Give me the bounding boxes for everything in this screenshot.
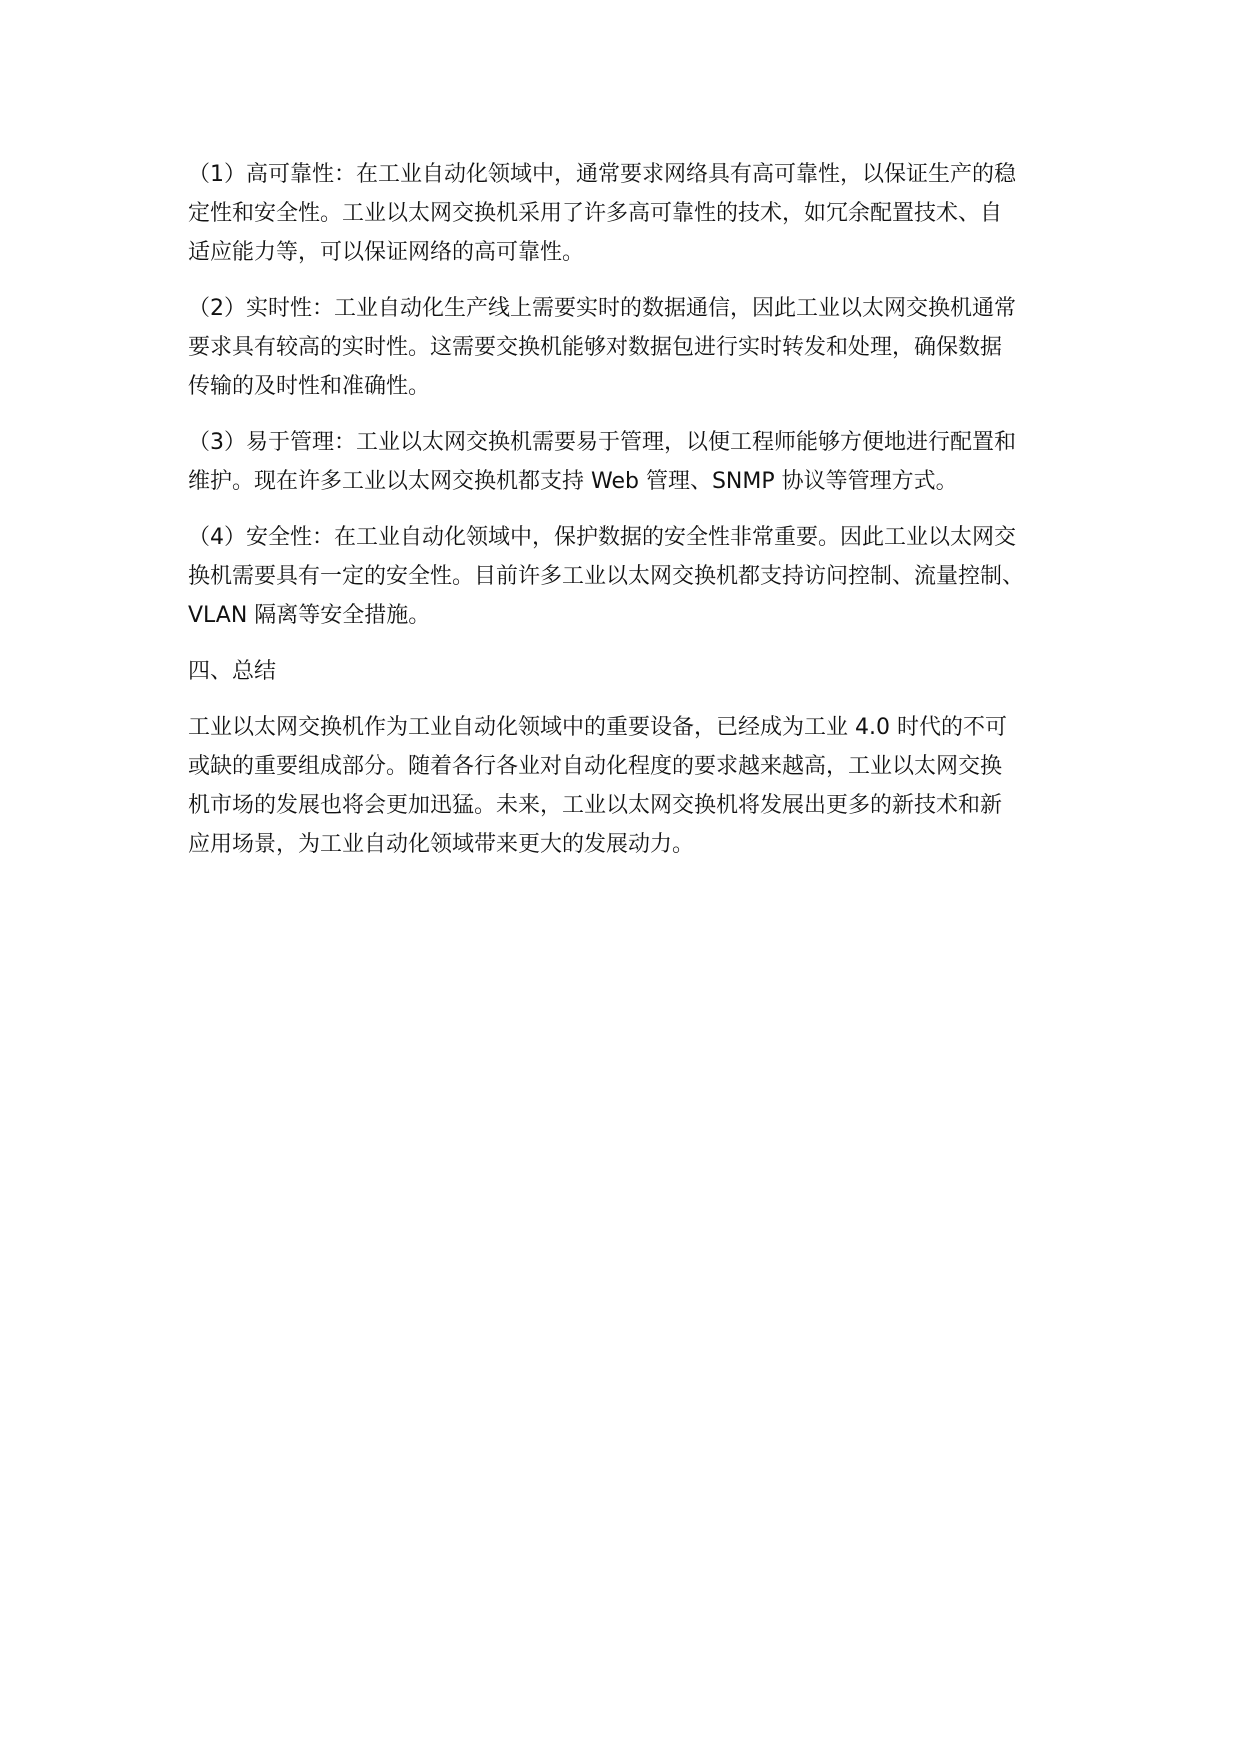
text-line: 适应能力等，可以保证网络的高可靠性。 <box>188 240 585 265</box>
paragraph-high-reliability <box>188 155 1068 272</box>
text-line: 要求具有较高的实时性。这需要交换机能够对数据包进行实时转发和处理，确保数据 <box>188 335 1003 360</box>
text-line: 定性和安全性。工业以太网交换机采用了许多高可靠性的技术，如冗余配置技术、自 <box>188 201 1003 226</box>
text-line: 或缺的重要组成部分。随着各行各业对自动化程度的要求越来越高，工业以太网交换 <box>188 754 1003 779</box>
text-line: 机市场的发展也将会更加迅猛。未来，工业以太网交换机将发展出更多的新技术和新 <box>188 793 1003 818</box>
paragraph-summary <box>188 708 1068 864</box>
paragraph-security <box>188 518 1068 635</box>
paragraph-easy-management <box>188 423 1068 501</box>
text-line: （1）高可靠性：在工业自动化领域中，通常要求网络具有高可靠性，以保证生产的稳 <box>188 162 1016 187</box>
text-line: （4）安全性：在工业自动化领域中，保护数据的安全性非常重要。因此工业以太网交 <box>188 525 1016 550</box>
text-line: VLAN 隔离等安全措施。 <box>188 603 431 628</box>
text-line: （2）实时性：工业自动化生产线上需要实时的数据通信，因此工业以太网交换机通常 <box>188 296 1016 321</box>
text-line: 工业以太网交换机作为工业自动化领域中的重要设备，已经成为工业 4.0 时代的不可 <box>188 715 1007 740</box>
paragraph-real-time <box>188 289 1068 406</box>
section-heading-summary <box>188 652 1068 691</box>
text-line: （3）易于管理：工业以太网交换机需要易于管理，以便工程师能够方便地进行配置和 <box>188 430 1016 455</box>
heading-text: 四、总结 <box>188 659 277 684</box>
text-line: 换机需要具有一定的安全性。目前许多工业以太网交换机都支持访问控制、流量控制、 <box>188 564 1025 589</box>
text-line: 维护。现在许多工业以太网交换机都支持 Web 管理、SNMP 协议等管理方式。 <box>188 469 958 494</box>
document-body <box>188 155 1068 881</box>
text-line: 传输的及时性和准确性。 <box>188 374 431 399</box>
text-line: 应用场景，为工业自动化领域带来更大的发展动力。 <box>188 832 695 857</box>
